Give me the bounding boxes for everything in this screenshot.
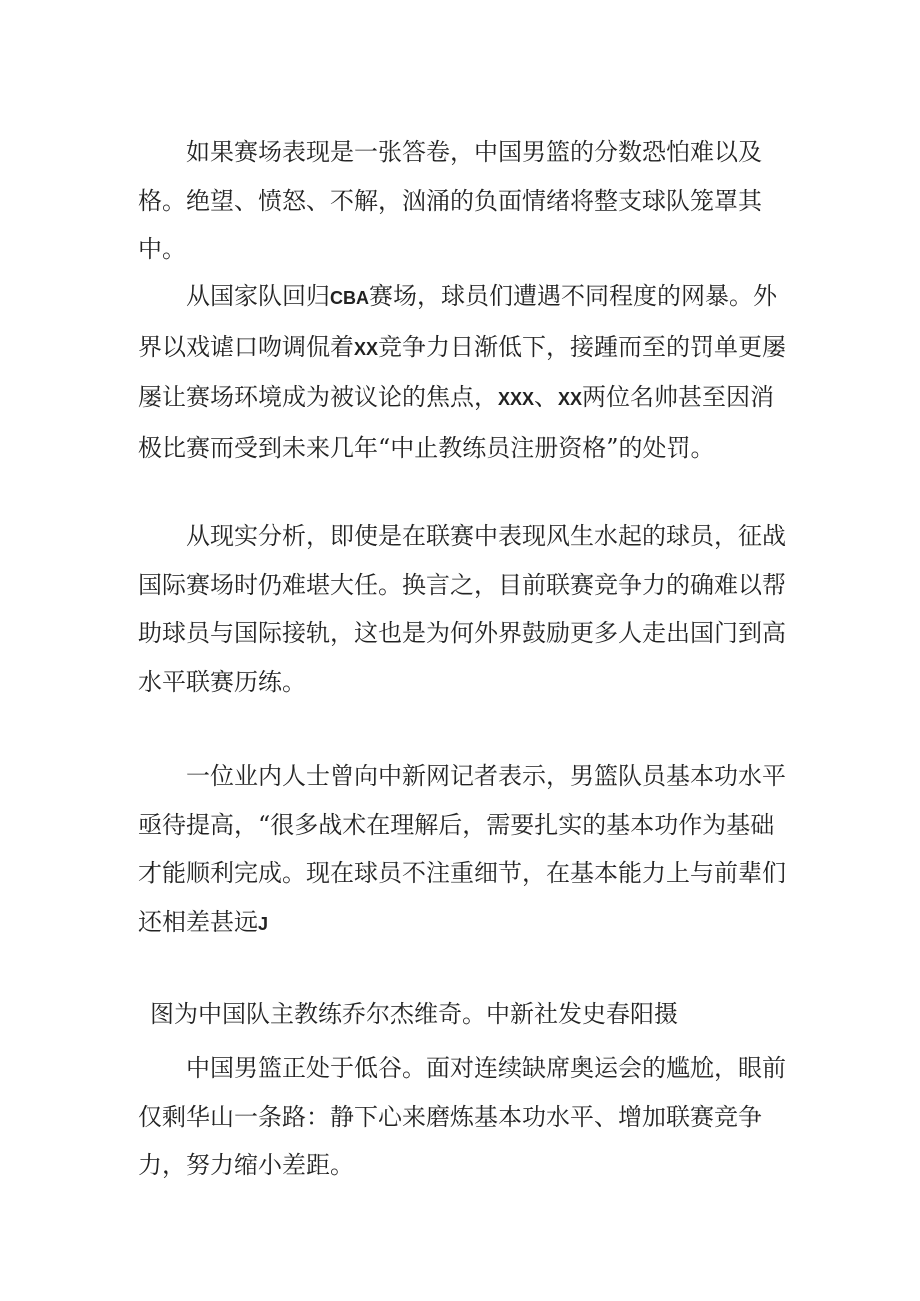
closing-paragraph-text: 中国男篮正处于低谷。面对连续缺席奥运会的尴尬，眼前仅剩华山一条路：静下心来磨炼基本功水平、增加联赛竞争力，努力缩小差距。	[138, 1054, 786, 1179]
paragraph-4-text: 一位业内人士曾向中新网记者表示，男篮队员基本功水平亟待提高，“很多战术在理解后，需要扎实的基本功作为基础才能顺利完成。现在球员不注重细节，在基本能力上与前辈们还相差甚远	[138, 762, 786, 936]
paragraph-4	[138, 752, 788, 948]
paragraph-2	[138, 272, 788, 472]
paragraph-1-text: 如果赛场表现是一张答卷，中国男篮的分数恐怕难以及格。绝望、愤怒、不解，汹涌的负面情绪将整支球队笼罩其中。	[138, 138, 762, 263]
paragraph-2-part-4: 、	[534, 383, 559, 411]
paragraph-3	[138, 512, 788, 706]
image-caption: 图为中国队主教练乔尔杰维奇。中新社发史春阳摄	[150, 1000, 678, 1028]
paragraph-1	[138, 128, 788, 274]
paragraph-2-part-1: 从国家队回归	[186, 282, 330, 310]
term-xxx: XXX	[498, 389, 535, 409]
term-xx-2: XX	[558, 389, 583, 409]
closing-paragraph	[138, 1044, 788, 1190]
paragraph-2-part-5: 两位名帅甚至因消极比赛而受到未来几年“中止教练员注册资格”的处罚。	[138, 383, 775, 462]
paragraph-4-tail: J	[258, 913, 269, 934]
paragraph-2-part-2: 赛场，球员们遭遇不同程度的网暴。外界以戏谑口吻调侃着	[138, 282, 777, 361]
paragraph-2-part-3: 竞争力日渐低下，接踵而至的罚单更屡屡让赛场环境成为被议论的焦点，	[138, 332, 787, 411]
term-cba: CBA	[330, 288, 369, 308]
paragraph-3-text: 从现实分析，即使是在联赛中表现风生水起的球员，征战国际赛场时仍难堪大任。换言之，目前联赛竞争力的确难以帮助球员与国际接轨，这也是为何外界鼓励更多人走出国门到高水平联赛历练。	[138, 522, 786, 696]
term-xx-1: XX	[354, 338, 379, 359]
